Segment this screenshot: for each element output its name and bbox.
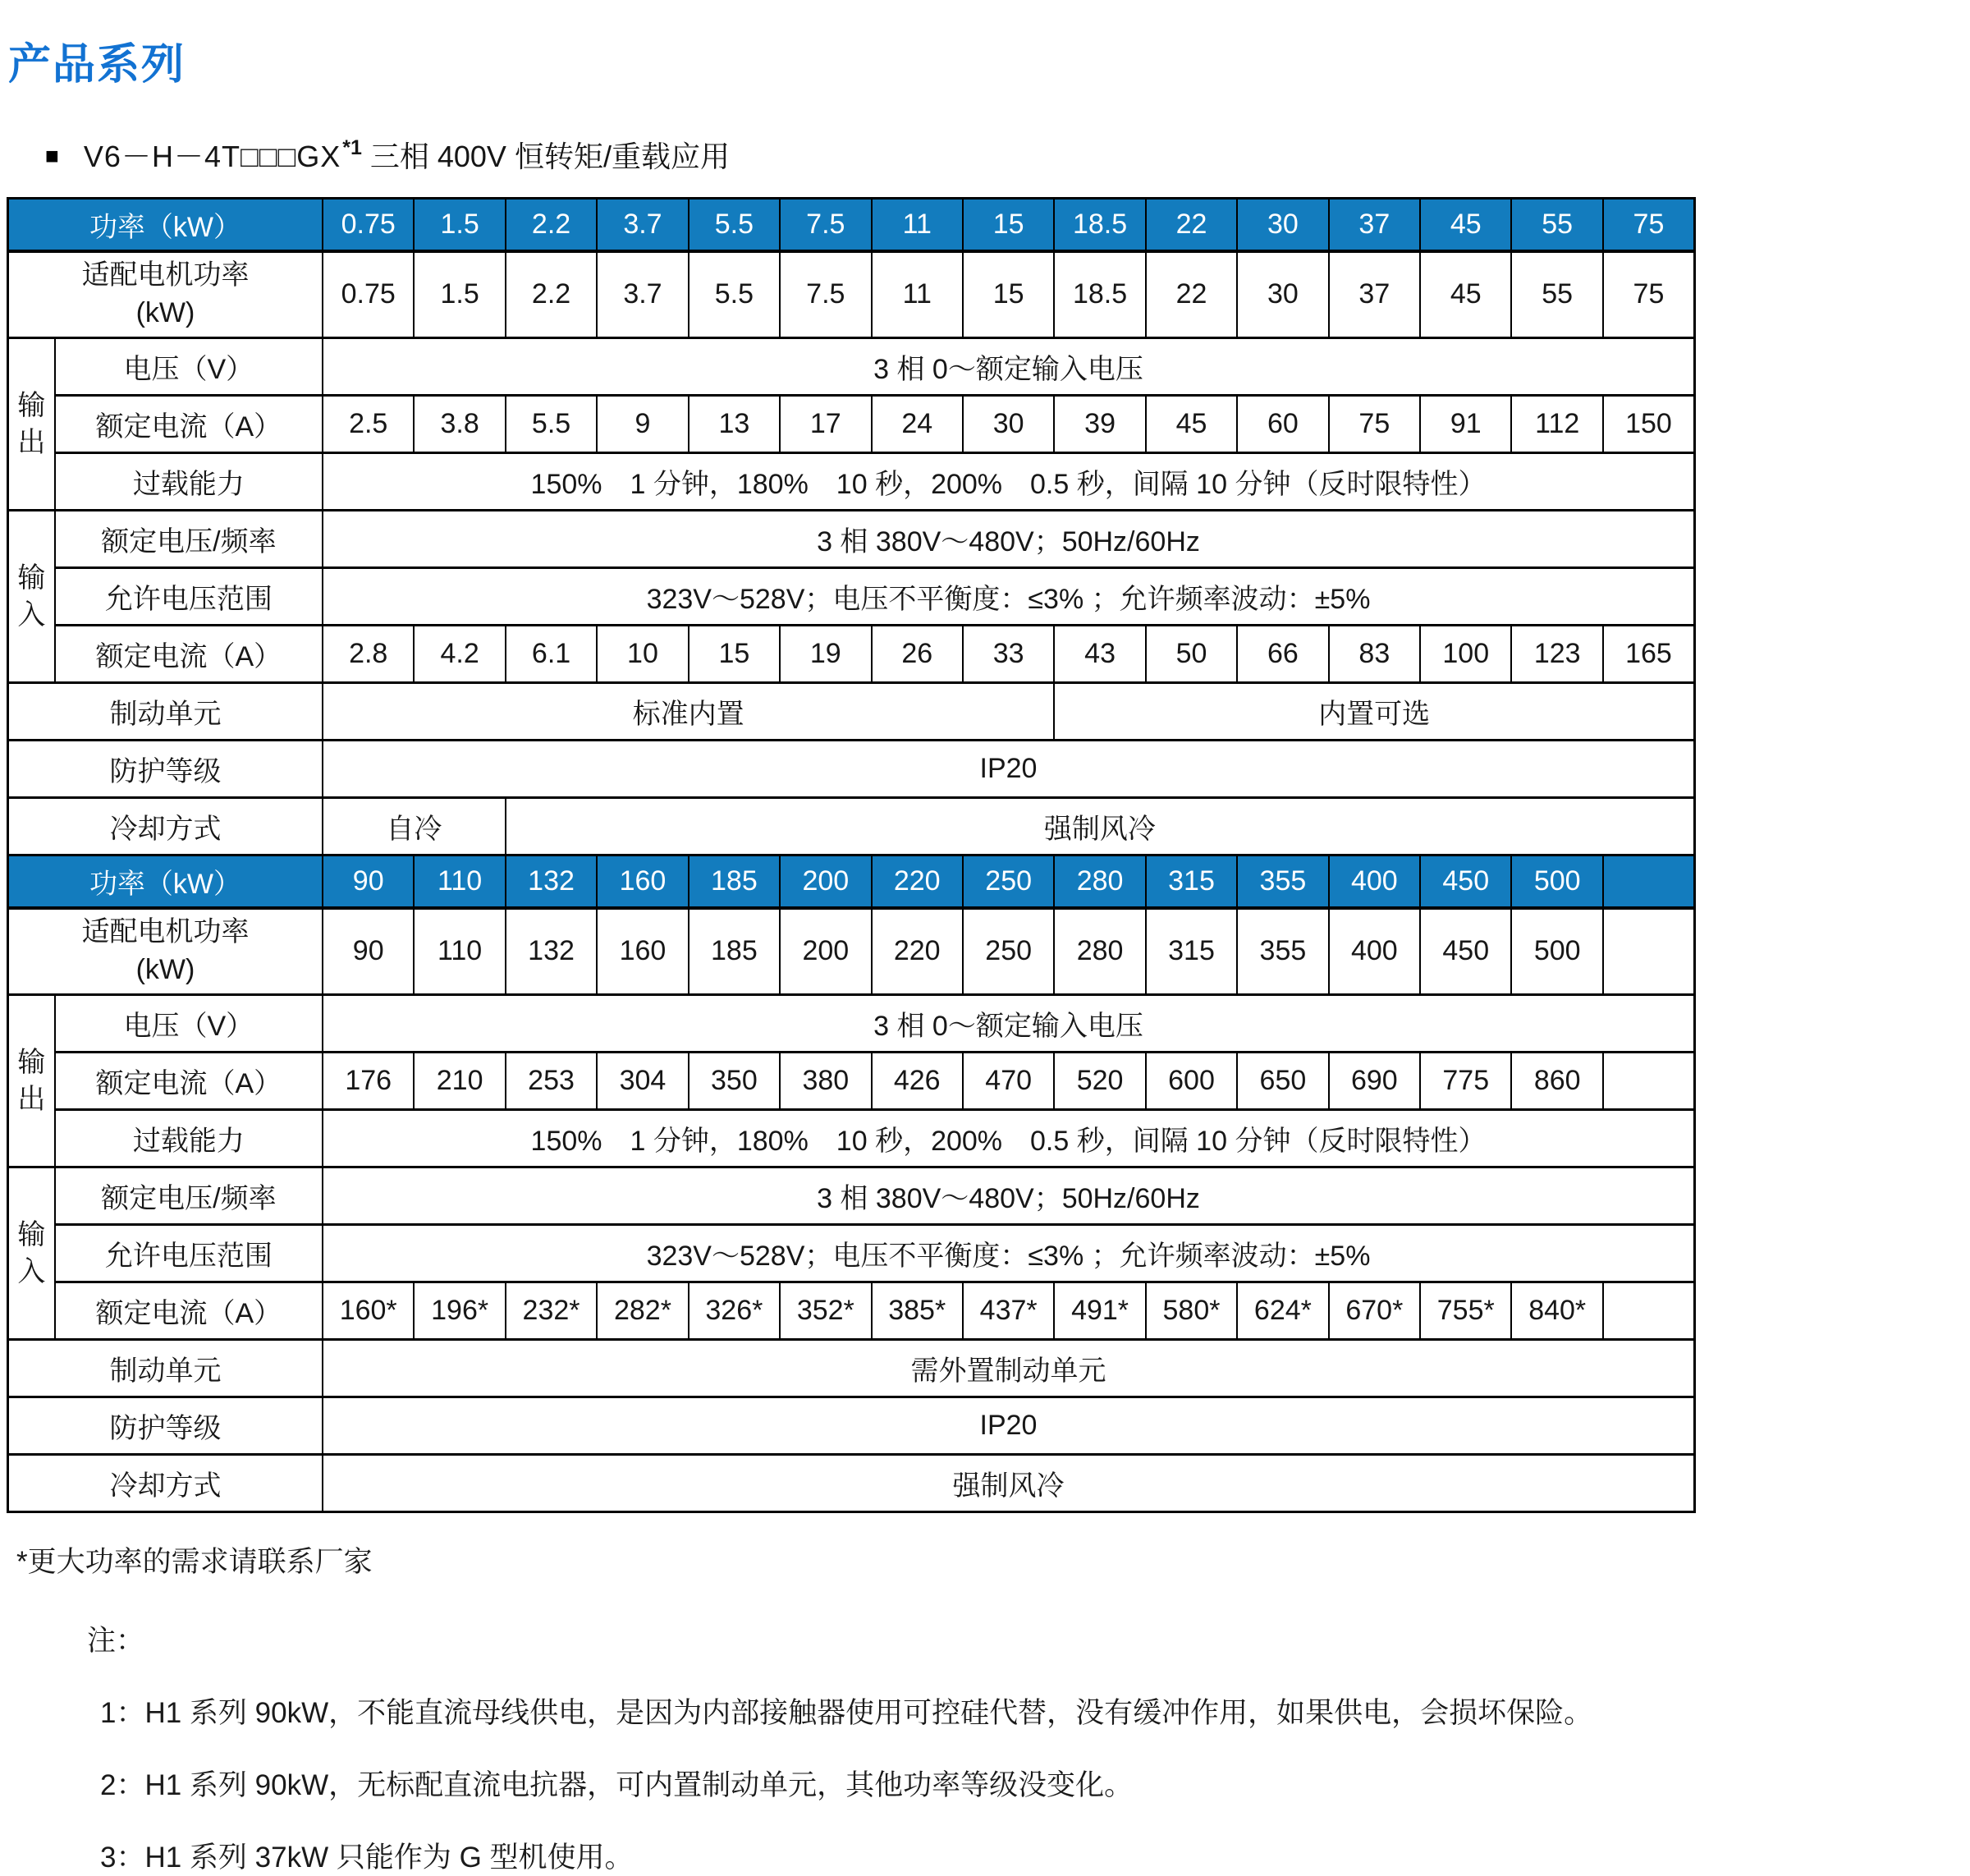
value-cell: 90 <box>323 855 414 908</box>
spec-table <box>7 197 1696 1513</box>
value-cell: 690 <box>1329 1053 1420 1110</box>
s2-output-voltage-row <box>8 995 1695 1053</box>
value-cell: 132 <box>506 855 597 908</box>
value-cell: 13 <box>689 396 780 453</box>
value-cell: 22 <box>1146 251 1237 338</box>
s2-rated-vf-label: 额定电压/频率 <box>55 1167 323 1225</box>
value-cell: 491* <box>1054 1282 1145 1340</box>
value-cell: 60 <box>1237 396 1328 453</box>
value-cell: 160* <box>323 1282 414 1340</box>
value-cell: 75 <box>1329 396 1420 453</box>
value-cell: 3.7 <box>597 251 688 338</box>
s1-power-header-label: 功率（kW） <box>8 199 323 251</box>
value-cell: 670* <box>1329 1282 1420 1340</box>
series-model-description: 三相 400V 恒转矩/重载应用 <box>369 140 730 173</box>
value-cell: 4.2 <box>414 626 505 683</box>
value-cell: 15 <box>689 626 780 683</box>
value-cell: 2.2 <box>506 199 597 251</box>
s2-cooling-label: 冷却方式 <box>8 1455 323 1512</box>
s2-output-current-label: 额定电流（A） <box>55 1053 323 1110</box>
series-model-text: V6－H－4T□□□GX <box>83 140 341 173</box>
value-cell: 66 <box>1237 626 1328 683</box>
footnotes-block <box>16 1539 1970 1876</box>
s2-output-current-row <box>8 1053 1695 1110</box>
s2-motor-power-label-line1: 适配电机功率 <box>81 915 250 947</box>
s2-cooling-value: 强制风冷 <box>323 1455 1695 1512</box>
s2-input-vf-row <box>8 1167 1695 1225</box>
s1-rated-vf-value: 3 相 380V～480V；50Hz/60Hz <box>323 511 1695 568</box>
value-cell: 253 <box>506 1053 597 1110</box>
s2-protection-row <box>8 1397 1695 1455</box>
s1-cooling-self-value: 自冷 <box>323 798 506 855</box>
s2-motor-power-row <box>8 908 1695 995</box>
value-cell: 500 <box>1511 855 1602 908</box>
value-cell: 355 <box>1237 855 1328 908</box>
value-cell: 400 <box>1329 908 1420 995</box>
value-cell: 220 <box>872 855 963 908</box>
value-cell: 426 <box>872 1053 963 1110</box>
s2-voltage-range-row <box>8 1225 1695 1282</box>
value-cell: 185 <box>689 855 780 908</box>
value-cell: 326* <box>689 1282 780 1340</box>
s2-protection-value: IP20 <box>323 1397 1695 1455</box>
value-cell: 2.8 <box>323 626 414 683</box>
value-cell: 24 <box>872 396 963 453</box>
value-cell: 200 <box>780 908 871 995</box>
s1-input-vf-row <box>8 511 1695 568</box>
s2-brake-label: 制动单元 <box>8 1340 323 1397</box>
s2-overload-label: 过载能力 <box>55 1110 323 1167</box>
s1-rated-vf-label: 额定电压/频率 <box>55 511 323 568</box>
s2-power-header-label: 功率（kW） <box>8 855 323 908</box>
value-cell <box>1603 908 1695 995</box>
s2-protection-label: 防护等级 <box>8 1397 323 1455</box>
value-cell: 17 <box>780 396 871 453</box>
s2-power-header-row <box>8 855 1695 908</box>
s1-voltage-range-value: 323V～528V；电压不平衡度：≤3% ；允许频率波动：±5% <box>323 568 1695 626</box>
value-cell: 2.5 <box>323 396 414 453</box>
value-cell: 437* <box>963 1282 1054 1340</box>
s2-input-current-row <box>8 1282 1695 1340</box>
s1-cooling-row <box>8 798 1695 855</box>
footnote-item-2: 2：H1 系列 90kW，无标配直流电抗器，可内置制动单元，其他功率等级没变化。 <box>100 1769 1134 1801</box>
value-cell: 282* <box>597 1282 688 1340</box>
footnote-item-3: 3：H1 系列 37kW 只能作为 G 型机使用。 <box>100 1842 634 1874</box>
value-cell: 840* <box>1511 1282 1602 1340</box>
s1-input-current-row <box>8 626 1695 683</box>
value-cell: 580* <box>1146 1282 1237 1340</box>
value-cell: 400 <box>1329 855 1420 908</box>
value-cell: 160 <box>597 855 688 908</box>
s1-motor-power-label-line1: 适配电机功率 <box>81 259 250 291</box>
value-cell: 232* <box>506 1282 597 1340</box>
s1-motor-power-label <box>8 251 323 338</box>
value-cell: 100 <box>1420 626 1511 683</box>
s2-voltage-value: 3 相 0～额定输入电压 <box>323 995 1695 1053</box>
value-cell: 196* <box>414 1282 505 1340</box>
value-cell: 150 <box>1603 396 1695 453</box>
value-cell: 45 <box>1146 396 1237 453</box>
value-cell: 250 <box>963 908 1054 995</box>
value-cell: 450 <box>1420 908 1511 995</box>
value-cell: 280 <box>1054 908 1145 995</box>
value-cell: 624* <box>1237 1282 1328 1340</box>
value-cell: 15 <box>963 199 1054 251</box>
s1-protection-label: 防护等级 <box>8 741 323 798</box>
value-cell: 352* <box>780 1282 871 1340</box>
value-cell: 91 <box>1420 396 1511 453</box>
value-cell: 39 <box>1054 396 1145 453</box>
value-cell: 6.1 <box>506 626 597 683</box>
s1-cooling-forced-value: 强制风冷 <box>506 798 1695 855</box>
s2-voltage-label: 电压（V） <box>55 995 323 1053</box>
value-cell: 110 <box>414 908 505 995</box>
value-cell: 176 <box>323 1053 414 1110</box>
s1-voltage-value: 3 相 0～额定输入电压 <box>323 338 1695 396</box>
value-cell: 26 <box>872 626 963 683</box>
s1-voltage-label: 电压（V） <box>55 338 323 396</box>
value-cell: 55 <box>1511 199 1602 251</box>
value-cell: 18.5 <box>1054 199 1145 251</box>
value-cell: 45 <box>1420 199 1511 251</box>
s2-voltage-range-label: 允许电压范围 <box>55 1225 323 1282</box>
value-cell: 0.75 <box>323 251 414 338</box>
value-cell: 470 <box>963 1053 1054 1110</box>
s2-motor-power-label <box>8 908 323 995</box>
value-cell: 90 <box>323 908 414 995</box>
page-title: 产品系列 <box>8 41 186 89</box>
value-cell: 200 <box>780 855 871 908</box>
value-cell: 450 <box>1420 855 1511 908</box>
s1-motor-power-label-line2: (kW) <box>135 296 195 328</box>
s2-rated-vf-value: 3 相 380V～480V；50Hz/60Hz <box>323 1167 1695 1225</box>
footnote-star: *更大功率的需求请联系厂家 <box>16 1546 373 1578</box>
s1-input-current-label: 额定电流（A） <box>55 626 323 683</box>
value-cell: 123 <box>1511 626 1602 683</box>
s1-brake-optional-value: 内置可选 <box>1054 683 1694 741</box>
value-cell: 755* <box>1420 1282 1511 1340</box>
value-cell: 380 <box>780 1053 871 1110</box>
value-cell: 5.5 <box>506 396 597 453</box>
s2-output-group-label: 输出 <box>8 995 55 1167</box>
value-cell: 280 <box>1054 855 1145 908</box>
value-cell: 3.7 <box>597 199 688 251</box>
s2-voltage-range-value: 323V～528V；电压不平衡度：≤3% ；允许频率波动：±5% <box>323 1225 1695 1282</box>
value-cell: 9 <box>597 396 688 453</box>
value-cell: 165 <box>1603 626 1695 683</box>
value-cell <box>1603 1053 1695 1110</box>
value-cell: 160 <box>597 908 688 995</box>
value-cell: 2.2 <box>506 251 597 338</box>
value-cell: 75 <box>1603 199 1695 251</box>
s2-overload-value: 150% 1 分钟，180% 10 秒，200% 0.5 秒，间隔 10 分钟（反时限特性） <box>323 1110 1695 1167</box>
value-cell: 600 <box>1146 1053 1237 1110</box>
series-model-superscript: *1 <box>342 136 362 159</box>
value-cell: 7.5 <box>780 251 871 338</box>
value-cell: 37 <box>1329 199 1420 251</box>
s2-motor-power-label-line2: (kW) <box>135 953 195 985</box>
value-cell: 30 <box>1237 199 1328 251</box>
value-cell: 355 <box>1237 908 1328 995</box>
value-cell: 19 <box>780 626 871 683</box>
s1-overload-value: 150% 1 分钟，180% 10 秒，200% 0.5 秒，间隔 10 分钟（反时限特性） <box>323 453 1695 511</box>
value-cell: 43 <box>1054 626 1145 683</box>
s1-brake-label: 制动单元 <box>8 683 323 741</box>
value-cell: 75 <box>1603 251 1695 338</box>
value-cell: 55 <box>1511 251 1602 338</box>
s2-overload-row <box>8 1110 1695 1167</box>
value-cell: 304 <box>597 1053 688 1110</box>
s1-output-current-row <box>8 396 1695 453</box>
s2-brake-row <box>8 1340 1695 1397</box>
value-cell: 385* <box>872 1282 963 1340</box>
value-cell: 22 <box>1146 199 1237 251</box>
series-model-line <box>45 134 1970 176</box>
value-cell: 5.5 <box>689 199 780 251</box>
value-cell: 110 <box>414 855 505 908</box>
value-cell: 650 <box>1237 1053 1328 1110</box>
s2-brake-value: 需外置制动单元 <box>323 1340 1695 1397</box>
s1-output-voltage-row <box>8 338 1695 396</box>
value-cell <box>1603 1282 1695 1340</box>
s1-voltage-range-row <box>8 568 1695 626</box>
value-cell: 112 <box>1511 396 1602 453</box>
s2-input-current-label: 额定电流（A） <box>55 1282 323 1340</box>
value-cell: 132 <box>506 908 597 995</box>
s1-overload-row <box>8 453 1695 511</box>
value-cell: 7.5 <box>780 199 871 251</box>
value-cell: 350 <box>689 1053 780 1110</box>
value-cell: 33 <box>963 626 1054 683</box>
value-cell: 5.5 <box>689 251 780 338</box>
value-cell: 30 <box>963 396 1054 453</box>
value-cell: 0.75 <box>323 199 414 251</box>
s1-power-header-row <box>8 199 1695 251</box>
value-cell: 10 <box>597 626 688 683</box>
value-cell: 775 <box>1420 1053 1511 1110</box>
s1-brake-standard-value: 标准内置 <box>323 683 1054 741</box>
s2-input-group-label: 输入 <box>8 1167 55 1340</box>
value-cell: 185 <box>689 908 780 995</box>
s1-overload-label: 过载能力 <box>55 453 323 511</box>
s1-cooling-label: 冷却方式 <box>8 798 323 855</box>
value-cell: 11 <box>872 251 963 338</box>
value-cell: 220 <box>872 908 963 995</box>
value-cell: 30 <box>1237 251 1328 338</box>
value-cell: 37 <box>1329 251 1420 338</box>
s1-input-group-label: 输入 <box>8 511 55 683</box>
value-cell: 315 <box>1146 855 1237 908</box>
value-cell: 83 <box>1329 626 1420 683</box>
value-cell: 250 <box>963 855 1054 908</box>
footnote-note-label: 注： <box>87 1625 145 1657</box>
value-cell: 860 <box>1511 1053 1602 1110</box>
value-cell: 210 <box>414 1053 505 1110</box>
s1-voltage-range-label: 允许电压范围 <box>55 568 323 626</box>
footnote-item-1: 1：H1 系列 90kW，不能直流母线供电，是因为内部接触器使用可控硅代替，没有缓冲作用，如果供电，会损坏保险。 <box>100 1697 1593 1729</box>
s1-brake-row <box>8 683 1695 741</box>
value-cell: 1.5 <box>414 199 505 251</box>
s1-output-current-label: 额定电流（A） <box>55 396 323 453</box>
value-cell: 520 <box>1054 1053 1145 1110</box>
value-cell: 3.8 <box>414 396 505 453</box>
value-cell <box>1603 855 1695 908</box>
bullet-square-icon: ■ <box>45 143 59 168</box>
value-cell: 11 <box>872 199 963 251</box>
value-cell: 18.5 <box>1054 251 1145 338</box>
value-cell: 45 <box>1420 251 1511 338</box>
s1-motor-power-row <box>8 251 1695 338</box>
s1-output-group-label: 输出 <box>8 338 55 511</box>
value-cell: 1.5 <box>414 251 505 338</box>
s1-protection-row <box>8 741 1695 798</box>
s2-cooling-row <box>8 1455 1695 1512</box>
value-cell: 500 <box>1511 908 1602 995</box>
value-cell: 315 <box>1146 908 1237 995</box>
s1-protection-value: IP20 <box>323 741 1695 798</box>
value-cell: 15 <box>963 251 1054 338</box>
value-cell: 50 <box>1146 626 1237 683</box>
